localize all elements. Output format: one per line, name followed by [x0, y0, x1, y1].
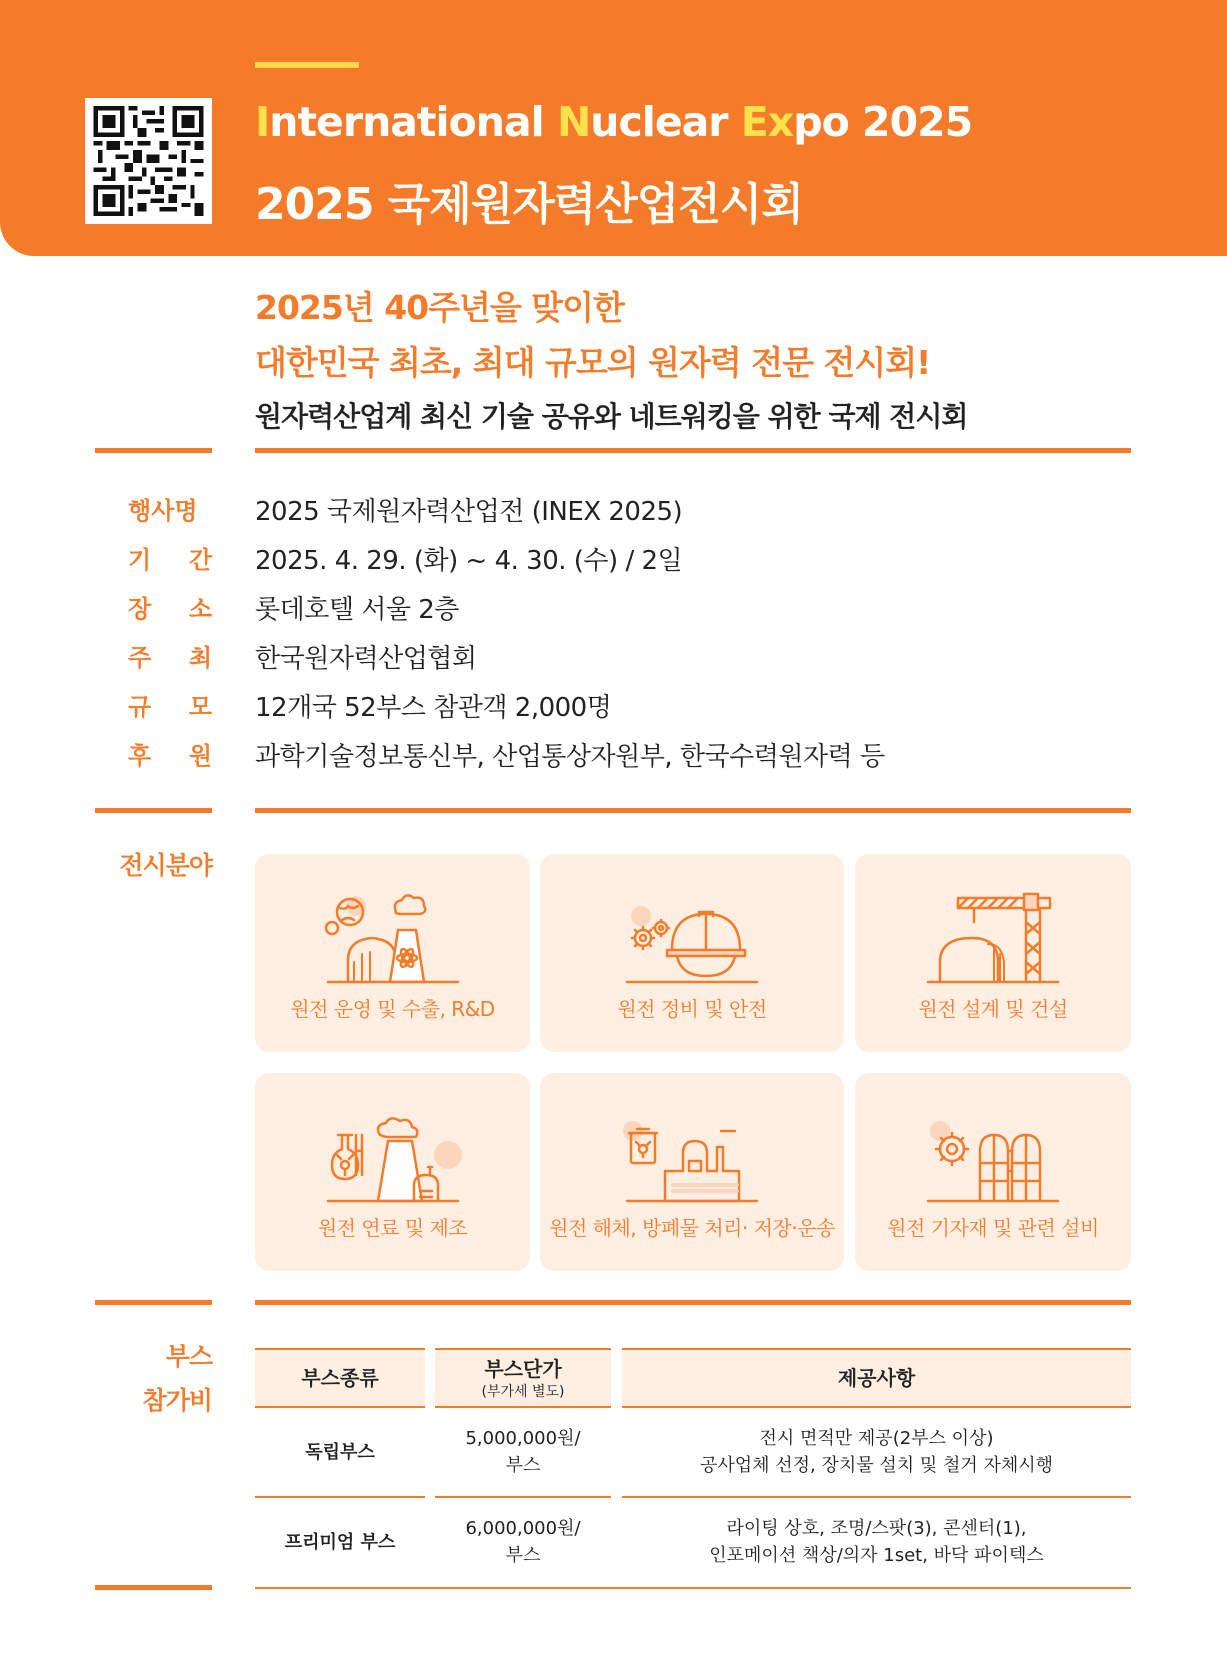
divider-left: [95, 1585, 212, 1590]
nuclear-plant-globe-icon: [318, 892, 468, 992]
info-row-event-name: [0, 491, 1227, 531]
fuel-flask-icon: [318, 1111, 468, 1211]
divider-left: [95, 448, 212, 453]
crane-construction-icon: [918, 892, 1068, 992]
title-korean: 2025 국제원자력산업전시회: [255, 179, 803, 230]
info-row-period: [0, 540, 1227, 580]
exhibit-card-label: 원전 설계 및 건설: [918, 997, 1068, 1021]
qr-code-icon[interactable]: [85, 98, 212, 224]
info-value: 2025. 4. 29. (화) ~ 4. 30. (수) / 2일: [255, 546, 683, 576]
equipment-tanks-icon: [918, 1111, 1068, 1211]
exhibit-card-equipment: [855, 1073, 1131, 1271]
exhibit-card-label: 원전 해체, 방폐물 처리· 저장·운송: [549, 1216, 835, 1240]
table-header-provided: 제공사항: [622, 1350, 1131, 1406]
table-row-price: 5,000,000원/ 부스: [465, 1428, 581, 1476]
helmet-gears-icon: [617, 892, 767, 992]
exhibit-card-label: 원전 기자재 및 관련 설비: [887, 1216, 1099, 1240]
exhibit-card-label: 원전 정비 및 안전: [617, 997, 767, 1021]
exhibit-card-label: 원전 운영 및 수출, R&D: [290, 997, 495, 1021]
divider-right: [255, 1300, 1131, 1305]
info-label: 주 최: [128, 644, 212, 672]
title-english: International Nuclear Expo 2025: [255, 98, 973, 146]
exhibit-card-construction: [855, 854, 1131, 1052]
headline: [255, 280, 930, 390]
exhibit-card-label: 원전 연료 및 제조: [317, 1216, 468, 1240]
exhibit-card-operation: [255, 854, 530, 1052]
header-banner: [0, 0, 1227, 256]
exhibit-card-fuel: [255, 1073, 530, 1271]
table-header-booth-price: 부스단가 (부가세 별도): [435, 1350, 611, 1406]
exhibit-card-maintenance: [540, 854, 844, 1052]
info-row-scale: [0, 687, 1227, 727]
exhibit-section-label: 전시분야: [119, 851, 212, 880]
info-row-sponsor: [0, 736, 1227, 776]
info-label: 행사명: [128, 497, 198, 525]
subline: 원자력산업계 최신 기술 공유와 네트워킹을 위한 국제 전시회: [255, 400, 968, 433]
info-value: 2025 국제원자력산업전 (INEX 2025): [255, 497, 683, 527]
headline-line-2: 대한민국 최초, 최대 규모의 원자력 전문 전시회!: [255, 343, 931, 382]
table-row-provided: 라이팅 상호, 조명/스팟(3), 콘센터(1), 인포메이션 책상/의자 1set, 바닥 파이텍스: [709, 1518, 1044, 1566]
header-accent-bar: [255, 62, 359, 68]
info-value: 과학기술정보통신부, 산업통상자원부, 한국수력원자력 등: [255, 742, 885, 772]
info-value: 롯데호텔 서울 2층: [255, 595, 459, 625]
waste-factory-icon: [617, 1111, 767, 1211]
info-row-host: [0, 638, 1227, 678]
divider-left: [95, 1300, 212, 1305]
table-row-provided: 전시 면적만 제공(2부스 이상) 공사업체 선정, 장치물 설치 및 철거 자체시행: [699, 1428, 1054, 1476]
table-row-type: 프리미엄 부스: [284, 1531, 396, 1553]
info-label: 후 원: [128, 742, 212, 770]
table-bottom-line: [255, 1587, 1131, 1589]
info-value: 한국원자력산업협회: [255, 644, 477, 674]
divider-right: [255, 808, 1131, 813]
exhibit-card-decommissioning: [540, 1073, 844, 1271]
table-header-booth-type: 부스종류: [255, 1350, 425, 1406]
info-label: 장 소: [128, 595, 212, 623]
info-label: 기 간: [128, 546, 212, 574]
info-row-venue: [0, 589, 1227, 629]
info-label: 규 모: [128, 693, 212, 721]
headline-line-1: 2025년 40주년을 맞이한: [255, 288, 624, 327]
table-row-type: 독립부스: [305, 1441, 375, 1463]
booth-section-label: 부스 참가비: [142, 1342, 212, 1415]
divider-left: [95, 808, 212, 813]
info-value: 12개국 52부스 참관객 2,000명: [255, 693, 612, 723]
divider-right: [255, 448, 1131, 453]
table-row-price: 6,000,000원/ 부스: [465, 1518, 581, 1566]
